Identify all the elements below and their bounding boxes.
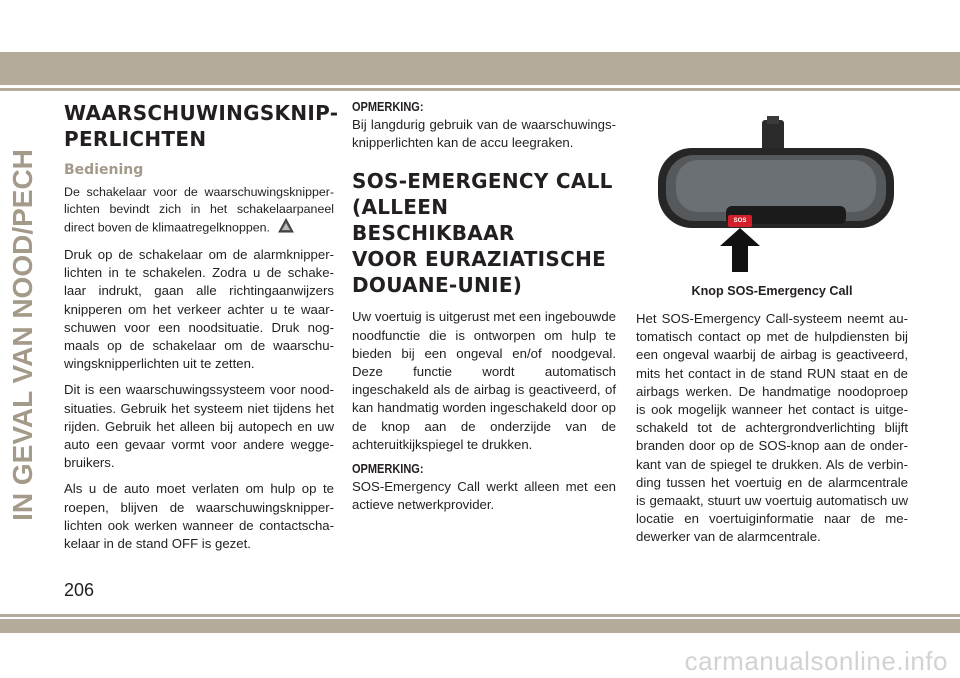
header-rule <box>0 88 960 91</box>
paragraph: Druk op de schakelaar om de alarmknipper-lichten in te schakelen. Zodra u de schake-laar indrukt, gaan alle richtingaanwijzers knipperen om het verkeer achter u te waar-schuwen voor een noodsituatie. Druk nog-maals op de schakelaar om de waarschu-wingsknipperlichten uit te zetten. <box>64 247 334 372</box>
hazard-warning-icon <box>278 218 294 238</box>
title-line: WAARSCHUWINGSKNIP- <box>64 101 339 125</box>
note-label: OPMERKING: <box>352 100 424 114</box>
paragraph: Het SOS-Emergency Call-systeem neemt au-tomatisch contact op met de hulpdiensten bij een ongeval waarbij de airbag is geactiveerd, mits het contact in de stand RUN staat en de airbags werken. De handmatige noodoproep is ook mogelijk wanneer het contact is uitge-schakeld tot de achtergrondverlichting blijft branden door op de SOS-knop aan de onder-kant van de spiegel te drukken. Als de verbin-ding tussen het voertuig en de alarmcentrale is gemaakt, stuurt uw voertuig automatisch uw locatie en voertuiginformatie naar de me-dewerker van de alarmcentrale. <box>636 311 908 545</box>
note-label: OPMERKING: <box>352 462 424 477</box>
arrow-up-icon <box>636 100 908 280</box>
section-title-sos <box>352 168 616 298</box>
section-side-tab <box>2 100 44 570</box>
paragraph: Uw voertuig is uitgerust met een ingebouwde noodfunctie die is ontworpen om hulp te bieden bij een ongeval en/of noodgeval. Deze functie wordt automatisch ingeschakeld als de airbag is geactiveerd, of kan handmatig worden ingeschakeld door op de knop aan de onderzijde van de achteruitkijkspiegel te drukken. <box>352 309 616 452</box>
note-text: SOS-Emergency Call werkt alleen met een actieve netwerkprovider. <box>352 479 616 513</box>
column-3 <box>636 100 908 555</box>
title-line: SOS-EMERGENCY CALL <box>352 169 613 194</box>
paragraph-text: De schakelaar voor de waarschuwingsknipper-lichten bevindt zich in het schakelaarpaneel direct boven de klimaatregelknoppen. <box>64 185 334 235</box>
subsection-title: Bediening <box>64 162 144 178</box>
section-title-hazard <box>64 100 339 152</box>
page-number: 206 <box>64 580 95 600</box>
figure-caption: Knop SOS-Emergency Call <box>691 284 853 298</box>
column-2 <box>352 100 616 522</box>
paragraph: Als u de auto moet verlaten om hulp op te roepen, blijven de waarschuwingsknipper-lichten ook werken wanneer de contactscha-kelaar in de stand OFF is gezet. <box>64 481 334 552</box>
side-tab-label: IN GEVAL VAN NOOD/PECH <box>7 149 38 521</box>
title-line: VOOR EURAZIATISCHE <box>352 247 607 272</box>
sos-button-label: SOS <box>733 218 747 224</box>
note-text: Bij langdurig gebruik van de waarschuwings-knipperlichten kan de accu leegraken. <box>352 117 616 151</box>
title-line: PERLICHTEN <box>64 127 207 151</box>
mirror-figure <box>636 100 908 280</box>
paragraph: Dit is een waarschuwingssysteem voor nood-situaties. Gebruik het systeem niet tijdens het rijden. Gebruik het alleen bij autopech en uw auto een gevaar vormt voor andere wegge-bruikers. <box>64 382 334 471</box>
paragraph <box>64 184 334 238</box>
column-1 <box>64 100 339 561</box>
title-line: DOUANE-UNIE) <box>352 273 523 298</box>
title-line: (ALLEEN BESCHIKBAAR <box>352 195 515 246</box>
watermark: carmanualsonline.info <box>684 646 948 676</box>
footer-band <box>0 619 960 633</box>
top-margin <box>0 0 960 52</box>
footer-rule <box>0 614 960 617</box>
header-band <box>0 52 960 85</box>
